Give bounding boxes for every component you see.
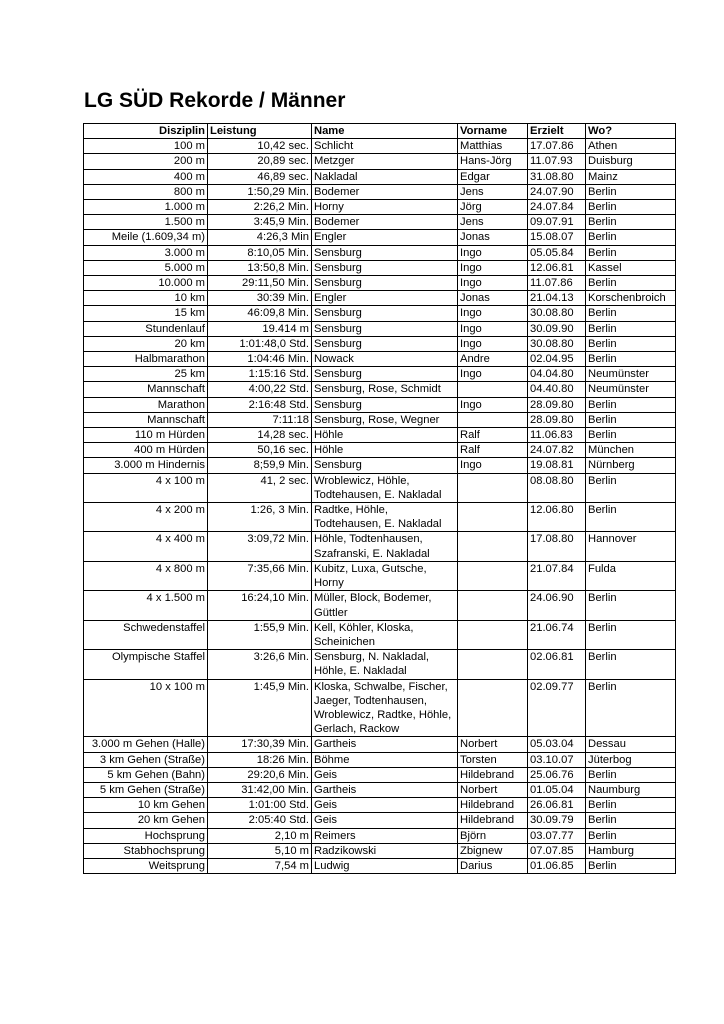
erzielt-cell: 05.05.84 xyxy=(528,245,586,260)
leistung-cell: 20,89 sec. xyxy=(208,154,312,169)
erzielt-cell: 03.07.77 xyxy=(528,828,586,843)
vorname-cell: Andre xyxy=(458,352,528,367)
vorname-cell: Jörg xyxy=(458,200,528,215)
wo-cell: Berlin xyxy=(586,813,676,828)
table-row xyxy=(84,813,676,828)
leistung-cell: 2:26,2 Min. xyxy=(208,200,312,215)
name-cell: Gartheis xyxy=(312,782,458,797)
table-row xyxy=(84,291,676,306)
vorname-cell: Ingo xyxy=(458,397,528,412)
erzielt-cell: 30.08.80 xyxy=(528,336,586,351)
disziplin-cell: Mannschaft xyxy=(84,412,208,427)
name-cell: Bodemer xyxy=(312,184,458,199)
name-cell: Ludwig xyxy=(312,858,458,873)
name-cell: Nowack xyxy=(312,352,458,367)
name-cell: Höhle xyxy=(312,443,458,458)
erzielt-cell: 09.07.91 xyxy=(528,215,586,230)
disziplin-cell: 400 m Hürden xyxy=(84,443,208,458)
wo-cell: Berlin xyxy=(586,428,676,443)
name-cell: Sensburg xyxy=(312,336,458,351)
leistung-cell: 1:45,9 Min. xyxy=(208,679,312,737)
erzielt-cell: 02.09.77 xyxy=(528,679,586,737)
vorname-cell xyxy=(458,561,528,590)
vorname-cell: Hans-Jörg xyxy=(458,154,528,169)
name-cell: Sensburg xyxy=(312,321,458,336)
table-row xyxy=(84,367,676,382)
name-cell: Sensburg, Rose, Schmidt xyxy=(312,382,458,397)
name-cell: Radtke, Höhle, Todtehausen, E. Nakladal xyxy=(312,503,458,532)
erzielt-cell: 30.08.80 xyxy=(528,306,586,321)
leistung-cell: 1:26, 3 Min. xyxy=(208,503,312,532)
leistung-cell: 7,54 m xyxy=(208,858,312,873)
vorname-cell: Ingo xyxy=(458,245,528,260)
table-row xyxy=(84,767,676,782)
table-row xyxy=(84,591,676,620)
name-cell: Sensburg xyxy=(312,458,458,473)
leistung-cell: 1:50,29 Min. xyxy=(208,184,312,199)
disziplin-cell: 3.000 m Hindernis xyxy=(84,458,208,473)
wo-cell: Berlin xyxy=(586,215,676,230)
name-cell: Müller, Block, Bodemer, Güttler xyxy=(312,591,458,620)
disziplin-cell: Mannschaft xyxy=(84,382,208,397)
name-cell: Sensburg xyxy=(312,260,458,275)
disziplin-cell: 3 km Gehen (Straße) xyxy=(84,752,208,767)
erzielt-cell: 21.07.84 xyxy=(528,561,586,590)
name-cell: Sensburg, Rose, Wegner xyxy=(312,412,458,427)
vorname-cell: Ingo xyxy=(458,260,528,275)
erzielt-cell: 21.04.13 xyxy=(528,291,586,306)
name-cell: Sensburg xyxy=(312,245,458,260)
wo-cell: Berlin xyxy=(586,336,676,351)
vorname-cell: Jens xyxy=(458,184,528,199)
table-row xyxy=(84,154,676,169)
leistung-cell: 29:11,50 Min. xyxy=(208,276,312,291)
vorname-cell xyxy=(458,382,528,397)
vorname-cell: Ingo xyxy=(458,367,528,382)
leistung-cell: 2:05:40 Std. xyxy=(208,813,312,828)
vorname-cell: Jens xyxy=(458,215,528,230)
wo-cell: Neumünster xyxy=(586,367,676,382)
wo-cell: Athen xyxy=(586,139,676,154)
vorname-cell: Ingo xyxy=(458,276,528,291)
disziplin-cell: 4 x 1.500 m xyxy=(84,591,208,620)
leistung-cell: 46,89 sec. xyxy=(208,169,312,184)
table-row xyxy=(84,306,676,321)
wo-cell: Berlin xyxy=(586,858,676,873)
header-leistung: Leistung xyxy=(208,124,312,139)
wo-cell: Nürnberg xyxy=(586,458,676,473)
erzielt-cell: 24.07.84 xyxy=(528,200,586,215)
erzielt-cell: 28.09.80 xyxy=(528,412,586,427)
table-body xyxy=(84,139,676,874)
disziplin-cell: Stundenlauf xyxy=(84,321,208,336)
vorname-cell xyxy=(458,412,528,427)
erzielt-cell: 26.06.81 xyxy=(528,798,586,813)
table-row xyxy=(84,828,676,843)
wo-cell: Berlin xyxy=(586,321,676,336)
leistung-cell: 46:09,8 Min. xyxy=(208,306,312,321)
table-row xyxy=(84,503,676,532)
vorname-cell: Ingo xyxy=(458,321,528,336)
table-row xyxy=(84,858,676,873)
name-cell: Geis xyxy=(312,813,458,828)
leistung-cell: 8:10,05 Min. xyxy=(208,245,312,260)
wo-cell: Korschenbroich xyxy=(586,291,676,306)
vorname-cell: Norbert xyxy=(458,737,528,752)
vorname-cell: Norbert xyxy=(458,782,528,797)
wo-cell: München xyxy=(586,443,676,458)
name-cell: Kloska, Schwalbe, Fischer, Jaeger, Todtenhausen, Wroblewicz, Radtke, Höhle, Gerlach, Rackow xyxy=(312,679,458,737)
disziplin-cell: 20 km xyxy=(84,336,208,351)
table-row xyxy=(84,230,676,245)
wo-cell: Berlin xyxy=(586,798,676,813)
table-row xyxy=(84,184,676,199)
disziplin-cell: 800 m xyxy=(84,184,208,199)
header-disziplin: Disziplin xyxy=(84,124,208,139)
wo-cell: Berlin xyxy=(586,591,676,620)
vorname-cell: Jonas xyxy=(458,291,528,306)
name-cell: Wroblewicz, Höhle, Todtehausen, E. Nakladal xyxy=(312,473,458,502)
leistung-cell: 1:04:46 Min. xyxy=(208,352,312,367)
name-cell: Sensburg xyxy=(312,367,458,382)
name-cell: Sensburg xyxy=(312,306,458,321)
leistung-cell: 8;59,9 Min. xyxy=(208,458,312,473)
erzielt-cell: 30.09.90 xyxy=(528,321,586,336)
table-row xyxy=(84,200,676,215)
table-row xyxy=(84,782,676,797)
leistung-cell: 7:11:18 xyxy=(208,412,312,427)
erzielt-cell: 12.06.80 xyxy=(528,503,586,532)
name-cell: Höhle, Todtenhausen, Szafranski, E. Nakladal xyxy=(312,532,458,561)
leistung-cell: 17:30,39 Min. xyxy=(208,737,312,752)
name-cell: Sensburg, N. Nakladal, Höhle, E. Nakladal xyxy=(312,650,458,679)
vorname-cell: Torsten xyxy=(458,752,528,767)
wo-cell: Neumünster xyxy=(586,382,676,397)
disziplin-cell: 10.000 m xyxy=(84,276,208,291)
erzielt-cell: 03.10.07 xyxy=(528,752,586,767)
disziplin-cell: 10 x 100 m xyxy=(84,679,208,737)
wo-cell: Dessau xyxy=(586,737,676,752)
erzielt-cell: 04.40.80 xyxy=(528,382,586,397)
vorname-cell: Ingo xyxy=(458,306,528,321)
disziplin-cell: Halbmarathon xyxy=(84,352,208,367)
name-cell: Reimers xyxy=(312,828,458,843)
disziplin-cell: 4 x 100 m xyxy=(84,473,208,502)
name-cell: Metzger xyxy=(312,154,458,169)
disziplin-cell: 5.000 m xyxy=(84,260,208,275)
leistung-cell: 3:26,6 Min. xyxy=(208,650,312,679)
name-cell: Nakladal xyxy=(312,169,458,184)
name-cell: Sensburg xyxy=(312,397,458,412)
erzielt-cell: 21.06.74 xyxy=(528,620,586,649)
erzielt-cell: 02.04.95 xyxy=(528,352,586,367)
disziplin-cell: 10 km xyxy=(84,291,208,306)
vorname-cell xyxy=(458,679,528,737)
name-cell: Kubitz, Luxa, Gutsche, Horny xyxy=(312,561,458,590)
disziplin-cell: 5 km Gehen (Bahn) xyxy=(84,767,208,782)
wo-cell: Berlin xyxy=(586,650,676,679)
leistung-cell: 4:00,22 Std. xyxy=(208,382,312,397)
wo-cell: Kassel xyxy=(586,260,676,275)
vorname-cell xyxy=(458,473,528,502)
leistung-cell: 1:15:16 Std. xyxy=(208,367,312,382)
table-row xyxy=(84,215,676,230)
records-table xyxy=(83,123,676,874)
table-row xyxy=(84,532,676,561)
table-row xyxy=(84,169,676,184)
vorname-cell xyxy=(458,503,528,532)
table-row xyxy=(84,737,676,752)
leistung-cell: 16:24,10 Min. xyxy=(208,591,312,620)
erzielt-cell: 01.06.85 xyxy=(528,858,586,873)
wo-cell: Fulda xyxy=(586,561,676,590)
erzielt-cell: 11.07.86 xyxy=(528,276,586,291)
disziplin-cell: Hochsprung xyxy=(84,828,208,843)
erzielt-cell: 17.07.86 xyxy=(528,139,586,154)
leistung-cell: 18:26 Min. xyxy=(208,752,312,767)
table-row xyxy=(84,650,676,679)
table-row xyxy=(84,428,676,443)
erzielt-cell: 19.08.81 xyxy=(528,458,586,473)
wo-cell: Berlin xyxy=(586,276,676,291)
header-vorname: Vorname xyxy=(458,124,528,139)
vorname-cell: Jonas xyxy=(458,230,528,245)
erzielt-cell: 05.03.04 xyxy=(528,737,586,752)
leistung-cell: 10,42 sec. xyxy=(208,139,312,154)
wo-cell: Berlin xyxy=(586,397,676,412)
name-cell: Horny xyxy=(312,200,458,215)
table-row xyxy=(84,473,676,502)
erzielt-cell: 01.05.04 xyxy=(528,782,586,797)
disziplin-cell: Schwedenstaffel xyxy=(84,620,208,649)
disziplin-cell: Marathon xyxy=(84,397,208,412)
disziplin-cell: 15 km xyxy=(84,306,208,321)
leistung-cell: 41, 2 sec. xyxy=(208,473,312,502)
header-name: Name xyxy=(312,124,458,139)
name-cell: Kell, Köhler, Kloska, Scheinichen xyxy=(312,620,458,649)
table-row xyxy=(84,412,676,427)
leistung-cell: 3:45,9 Min. xyxy=(208,215,312,230)
disziplin-cell: 4 x 200 m xyxy=(84,503,208,532)
table-row xyxy=(84,336,676,351)
disziplin-cell: 25 km xyxy=(84,367,208,382)
vorname-cell: Ralf xyxy=(458,443,528,458)
wo-cell: Berlin xyxy=(586,245,676,260)
vorname-cell: Hildebrand xyxy=(458,813,528,828)
table-row xyxy=(84,561,676,590)
erzielt-cell: 12.06.81 xyxy=(528,260,586,275)
vorname-cell: Edgar xyxy=(458,169,528,184)
table-row xyxy=(84,798,676,813)
disziplin-cell: 3.000 m Gehen (Halle) xyxy=(84,737,208,752)
erzielt-cell: 30.09.79 xyxy=(528,813,586,828)
name-cell: Geis xyxy=(312,798,458,813)
disziplin-cell: 1.500 m xyxy=(84,215,208,230)
vorname-cell: Matthias xyxy=(458,139,528,154)
disziplin-cell: 200 m xyxy=(84,154,208,169)
leistung-cell: 1:55,9 Min. xyxy=(208,620,312,649)
name-cell: Engler xyxy=(312,230,458,245)
table-row xyxy=(84,843,676,858)
name-cell: Böhme xyxy=(312,752,458,767)
erzielt-cell: 24.07.82 xyxy=(528,443,586,458)
vorname-cell: Zbignew xyxy=(458,843,528,858)
leistung-cell: 1:01:00 Std. xyxy=(208,798,312,813)
wo-cell: Berlin xyxy=(586,352,676,367)
name-cell: Engler xyxy=(312,291,458,306)
wo-cell: Naumburg xyxy=(586,782,676,797)
erzielt-cell: 24.07.90 xyxy=(528,184,586,199)
wo-cell: Duisburg xyxy=(586,154,676,169)
erzielt-cell: 25.06.76 xyxy=(528,767,586,782)
disziplin-cell: 10 km Gehen xyxy=(84,798,208,813)
disziplin-cell: 400 m xyxy=(84,169,208,184)
vorname-cell xyxy=(458,620,528,649)
page-title: LG SÜD Rekorde / Männer xyxy=(84,89,346,112)
table-row xyxy=(84,679,676,737)
vorname-cell xyxy=(458,650,528,679)
leistung-cell: 30:39 Min. xyxy=(208,291,312,306)
leistung-cell: 7:35,66 Min. xyxy=(208,561,312,590)
wo-cell: Jüterbog xyxy=(586,752,676,767)
wo-cell: Berlin xyxy=(586,767,676,782)
leistung-cell: 14,28 sec. xyxy=(208,428,312,443)
vorname-cell: Ralf xyxy=(458,428,528,443)
wo-cell: Berlin xyxy=(586,620,676,649)
name-cell: Höhle xyxy=(312,428,458,443)
disziplin-cell: Meile (1.609,34 m) xyxy=(84,230,208,245)
table-row xyxy=(84,276,676,291)
wo-cell: Hamburg xyxy=(586,843,676,858)
name-cell: Radzikowski xyxy=(312,843,458,858)
erzielt-cell: 15.08.07 xyxy=(528,230,586,245)
wo-cell: Mainz xyxy=(586,169,676,184)
table-row xyxy=(84,443,676,458)
leistung-cell: 2,10 m xyxy=(208,828,312,843)
leistung-cell: 2:16:48 Std. xyxy=(208,397,312,412)
vorname-cell xyxy=(458,591,528,620)
leistung-cell: 13:50,8 Min. xyxy=(208,260,312,275)
erzielt-cell: 24.06.90 xyxy=(528,591,586,620)
table-row xyxy=(84,321,676,336)
table-row xyxy=(84,382,676,397)
name-cell: Gartheis xyxy=(312,737,458,752)
disziplin-cell: Weitsprung xyxy=(84,858,208,873)
vorname-cell: Darius xyxy=(458,858,528,873)
disziplin-cell: 20 km Gehen xyxy=(84,813,208,828)
disziplin-cell: 1.000 m xyxy=(84,200,208,215)
disziplin-cell: 4 x 400 m xyxy=(84,532,208,561)
vorname-cell xyxy=(458,532,528,561)
leistung-cell: 31:42,00 Min. xyxy=(208,782,312,797)
leistung-cell: 3:09,72 Min. xyxy=(208,532,312,561)
erzielt-cell: 11.07.93 xyxy=(528,154,586,169)
leistung-cell: 5,10 m xyxy=(208,843,312,858)
table-row xyxy=(84,458,676,473)
disziplin-cell: 5 km Gehen (Straße) xyxy=(84,782,208,797)
table-row xyxy=(84,260,676,275)
disziplin-cell: 4 x 800 m xyxy=(84,561,208,590)
wo-cell: Berlin xyxy=(586,473,676,502)
vorname-cell: Björn xyxy=(458,828,528,843)
leistung-cell: 4:26,3 Min xyxy=(208,230,312,245)
wo-cell: Berlin xyxy=(586,184,676,199)
disziplin-cell: 3.000 m xyxy=(84,245,208,260)
name-cell: Schlicht xyxy=(312,139,458,154)
vorname-cell: Ingo xyxy=(458,458,528,473)
name-cell: Bodemer xyxy=(312,215,458,230)
table-row xyxy=(84,352,676,367)
leistung-cell: 50,16 sec. xyxy=(208,443,312,458)
disziplin-cell: 110 m Hürden xyxy=(84,428,208,443)
erzielt-cell: 11.06.83 xyxy=(528,428,586,443)
vorname-cell: Ingo xyxy=(458,336,528,351)
vorname-cell: Hildebrand xyxy=(458,767,528,782)
header-erzielt: Erzielt xyxy=(528,124,586,139)
leistung-cell: 1:01:48,0 Std. xyxy=(208,336,312,351)
name-cell: Geis xyxy=(312,767,458,782)
wo-cell: Berlin xyxy=(586,828,676,843)
wo-cell: Berlin xyxy=(586,503,676,532)
table-row xyxy=(84,139,676,154)
name-cell: Sensburg xyxy=(312,276,458,291)
table-row xyxy=(84,245,676,260)
table-row xyxy=(84,620,676,649)
leistung-cell: 19.414 m xyxy=(208,321,312,336)
erzielt-cell: 02.06.81 xyxy=(528,650,586,679)
disziplin-cell: 100 m xyxy=(84,139,208,154)
wo-cell: Hannover xyxy=(586,532,676,561)
wo-cell: Berlin xyxy=(586,412,676,427)
wo-cell: Berlin xyxy=(586,306,676,321)
disziplin-cell: Stabhochsprung xyxy=(84,843,208,858)
vorname-cell: Hildebrand xyxy=(458,798,528,813)
header-wo: Wo? xyxy=(586,124,676,139)
wo-cell: Berlin xyxy=(586,679,676,737)
leistung-cell: 29:20,6 Min. xyxy=(208,767,312,782)
erzielt-cell: 31.08.80 xyxy=(528,169,586,184)
wo-cell: Berlin xyxy=(586,230,676,245)
table-header-row xyxy=(84,124,676,139)
disziplin-cell: Olympische Staffel xyxy=(84,650,208,679)
table-row xyxy=(84,397,676,412)
table-row xyxy=(84,752,676,767)
erzielt-cell: 17.08.80 xyxy=(528,532,586,561)
erzielt-cell: 08.08.80 xyxy=(528,473,586,502)
wo-cell: Berlin xyxy=(586,200,676,215)
erzielt-cell: 28.09.80 xyxy=(528,397,586,412)
erzielt-cell: 04.04.80 xyxy=(528,367,586,382)
erzielt-cell: 07.07.85 xyxy=(528,843,586,858)
